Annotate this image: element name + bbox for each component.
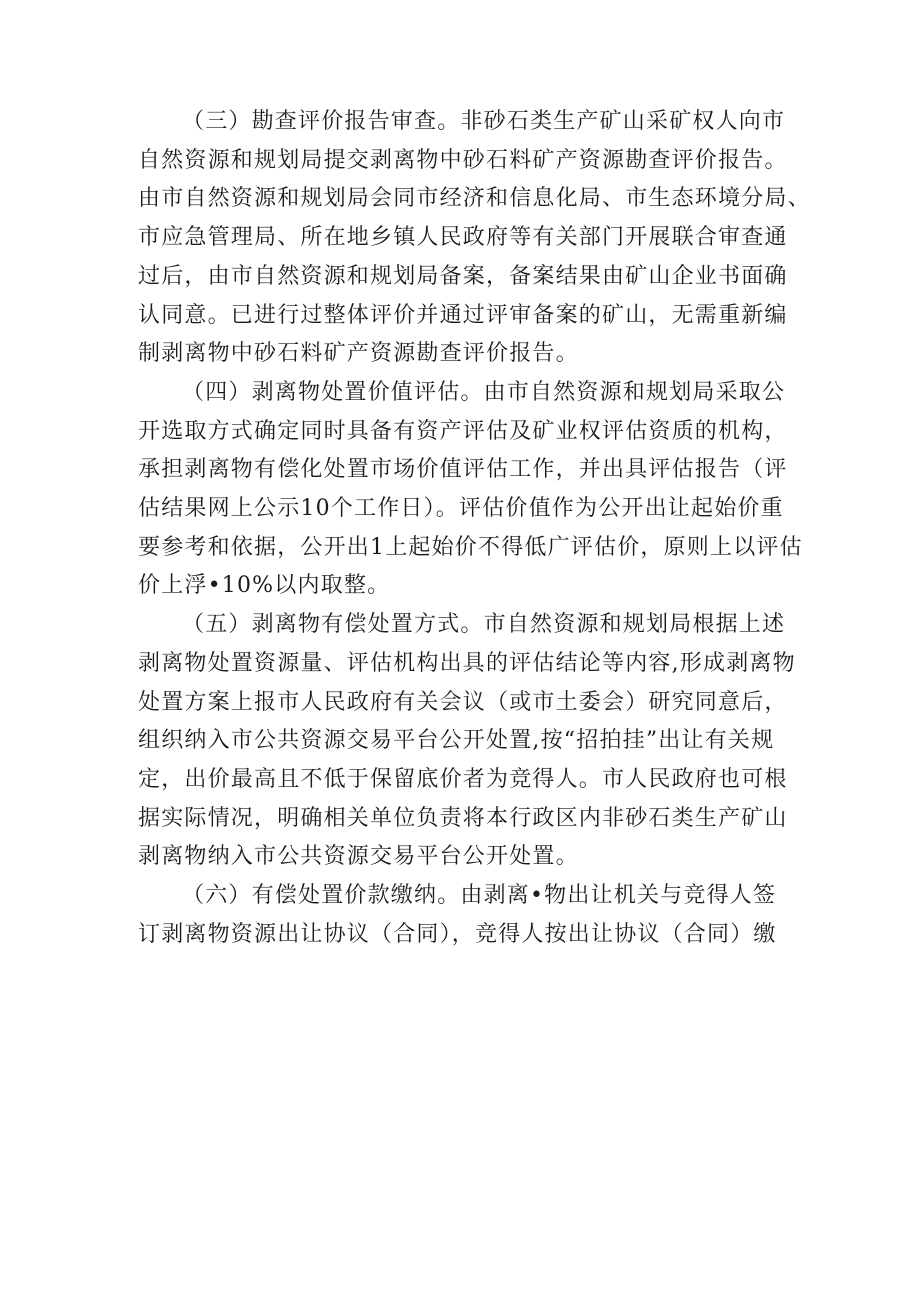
text-line: （四）剥离物处置价值评估。由市自然资源和规划局采取公 (182, 379, 786, 405)
paragraph-payment (138, 877, 788, 954)
text-line: （六）有偿处置价款缴纳。由剥离•物出让机关与竞得人签 (182, 883, 777, 909)
text-line: 剥离物处置资源量、评估机构出具的评估结论等内容,形成剥离物 (138, 650, 796, 676)
paragraph-survey-report-review (138, 103, 811, 374)
text-line: 处置方案上报市人民政府有关会议（或市土委会）研究同意后， (138, 689, 788, 715)
text-line: 组织纳入市公共资源交易平台公开处置,按“招拍挂”出让有关规 (138, 728, 775, 754)
text-line: 价上浮•10%以内取整。 (138, 573, 391, 599)
text-line: 剥离物纳入市公共资源交易平台公开处置。 (138, 844, 579, 870)
text-line: 估结果网上公示10个工作日）。评估价值作为公开出让起始价重 (138, 496, 784, 522)
text-line: 制剥离物中砂石料矿产资源勘查评价报告。 (138, 341, 579, 367)
text-line: 开选取方式确定同时具备有资产评估及矿业权评估资质的机构， (138, 418, 788, 444)
text-line: 过后，由市自然资源和规划局备案，备案结果由矿山企业书面确 (138, 263, 788, 289)
text-line: 由市自然资源和规划局会同市经济和信息化局、市生态环境分局、 (138, 186, 811, 212)
text-line: （三）勘查评价报告审查。非砂石类生产矿山采矿权人向市 (182, 109, 786, 134)
text-line: （五）剥离物有偿处置方式。市自然资源和规划局根据上述 (182, 612, 786, 638)
text-line: 订剥离物资源出让协议（合同），竞得人按出让协议（合同）缴 (138, 921, 777, 947)
text-line: 据实际情况，明确相关单位负责将本行政区内非砂石类生产矿山 (138, 805, 788, 831)
text-line: 定，出价最高且不低于保留底价者为竞得人。市人民政府也可根 (138, 766, 788, 792)
text-line: 自然资源和规划局提交剥离物中砂石料矿产资源勘查评价报告。 (138, 147, 788, 173)
document-body (138, 103, 811, 954)
text-line: 认同意。已进行过整体评价并通过评审备案的矿山，无需重新编 (138, 302, 788, 328)
paragraph-value-assessment (138, 374, 803, 606)
paragraph-disposal-method (138, 606, 796, 877)
text-line: 承担剥离物有偿化处置市场价值评估工作，并出具评估报告（评 (138, 457, 788, 483)
text-line: 市应急管理局、所在地乡镇人民政府等有关部门开展联合审查通 (138, 225, 788, 251)
text-line: 要参考和依据，公开出1上起始价不得低广评估价，原则上以评估 (138, 534, 803, 560)
